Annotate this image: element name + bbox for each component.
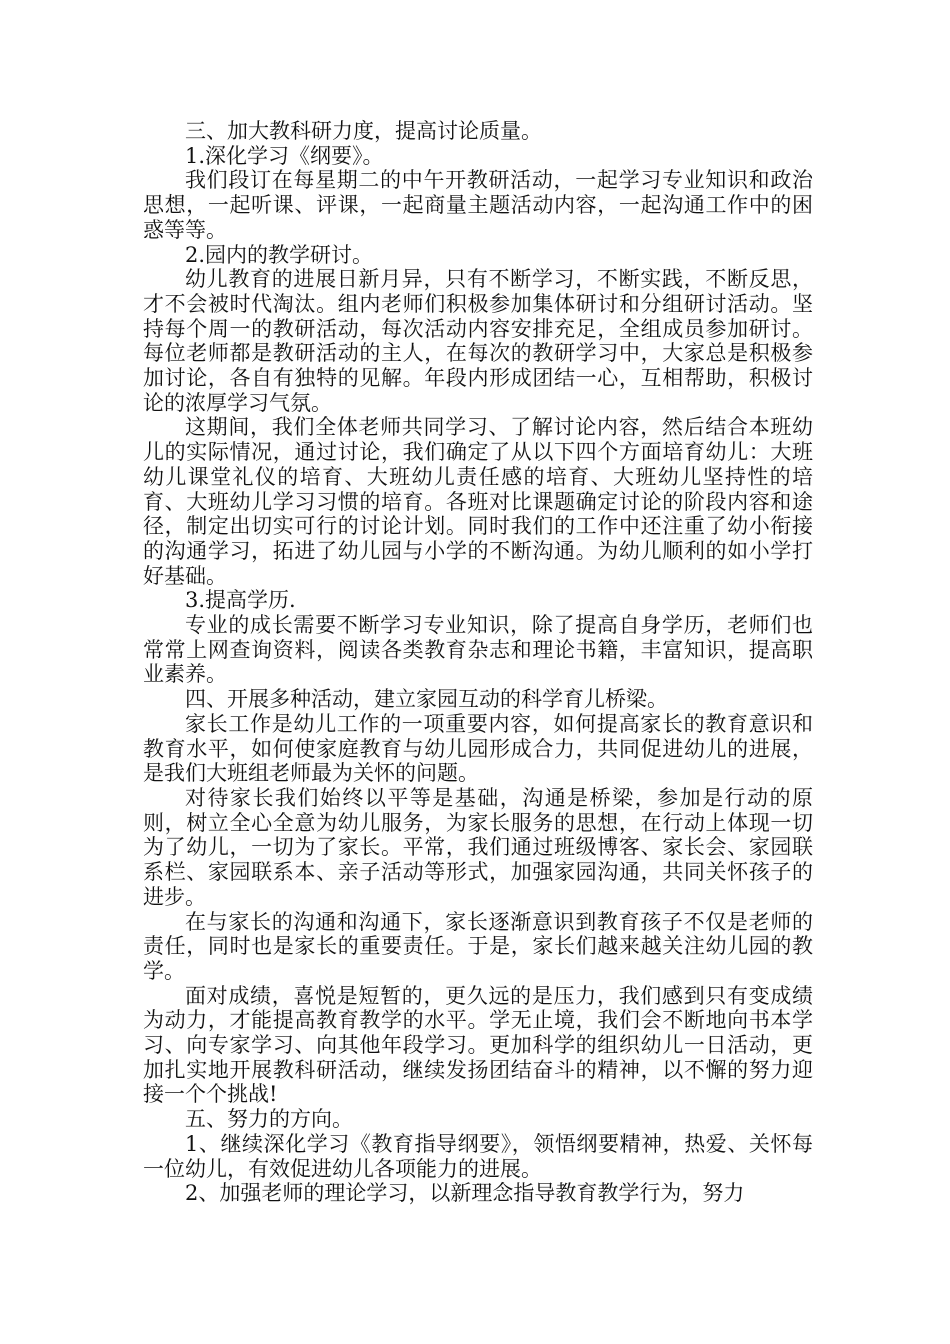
paragraph: 幼儿教育的进展日新月异，只有不断学习，不断实践，不断反思，才不会被时代淘汰。组内老师们积极参加集体研讨和分组研讨活动。坚持每个周一的教研活动，每次活动内容安排充足，全组成员参加研讨。每位老师都是教研活动的主人，在每次的教研学习中，大家总是积极参加讨论，各自有独特的见解。年段内形成团结一心，互相帮助，积极讨论的浓厚学习气氛。 xyxy=(143,267,813,415)
paragraph: 这期间，我们全体老师共同学习、了解讨论内容，然后结合本班幼儿的实际情况，通过讨论，我们确定了从以下四个方面培育幼儿：大班幼儿课堂礼仪的培育、大班幼儿责任感的培育、大班幼儿坚持性的培育、大班幼儿学习习惯的培育。各班对比课题确定讨论的阶段内容和途径，制定出切实可行的讨论计划。同时我们的工作中还注重了幼小衔接的沟通学习，拓进了幼儿园与小学的不断沟通。为幼儿顺利的如小学打好基础。 xyxy=(143,415,813,588)
subheading-3-3: 3.提高学历. xyxy=(185,588,296,613)
paragraph: 专业的成长需要不断学习专业知识，除了提高自身学历，老师们也常常上网查询资料，阅读各类教育杂志和理论书籍，丰富知识，提高职业素养。 xyxy=(143,613,813,687)
list-item: 2、加强老师的理论学习，以新理念指导教育教学行为，努力 xyxy=(185,1181,745,1206)
heading-section-3: 三、加大教科研力度，提高讨论质量。 xyxy=(185,119,542,143)
paragraph: 在与家长的沟通和沟通下，家长逐渐意识到教育孩子不仅是老师的责任，同时也是家长的重要责任。于是，家长们越来越关注幼儿园的教学。 xyxy=(143,909,813,983)
subheading-3-2: 2.园内的教学研讨。 xyxy=(185,242,374,267)
heading-section-5: 五、努力的方向。 xyxy=(185,1107,353,1132)
document-body xyxy=(143,119,813,1206)
list-item: 1、继续深化学习《教育指导纲要》，领悟纲要精神，热爱、关怀每一位幼儿，有效促进幼儿各项能力的进展。 xyxy=(143,1131,813,1181)
paragraph: 我们段订在每星期二的中午开教研活动，一起学习专业知识和政治思想，一起听课、评课，一起商量主题活动内容，一起沟通工作中的困惑等等。 xyxy=(143,168,813,242)
subheading-3-1: 1.深化学习《纲要》。 xyxy=(185,143,384,168)
heading-section-4: 四、开展多种活动，建立家园互动的科学育儿桥梁。 xyxy=(185,687,668,712)
paragraph: 家长工作是幼儿工作的一项重要内容，如何提高家长的教育意识和教育水平，如何使家庭教育与幼儿园形成合力，共同促进幼儿的进展，是我们大班组老师最为关怀的问题。 xyxy=(143,711,813,786)
paragraph: 对待家长我们始终以平等是基础，沟通是桥梁，参加是行动的原则，树立全心全意为幼儿服务，为家长服务的思想，在行动上体现一切为了幼儿，一切为了家长。平常，我们通过班级博客、家长会、家园联系栏、家园联系本、亲子活动等形式，加强家园沟通，共同关怀孩子的进步。 xyxy=(143,785,813,909)
paragraph: 面对成绩，喜悦是短暂的，更久远的是压力，我们感到只有变成绩为动力，才能提高教育教学的水平。学无止境，我们会不断地向书本学习、向专家学习、向其他年段学习。更加科学的组织幼儿一日活动，更加扎实地开展教科研活动，继续发扬团结奋斗的精神，以不懈的努力迎接一个个挑战! xyxy=(143,983,813,1107)
